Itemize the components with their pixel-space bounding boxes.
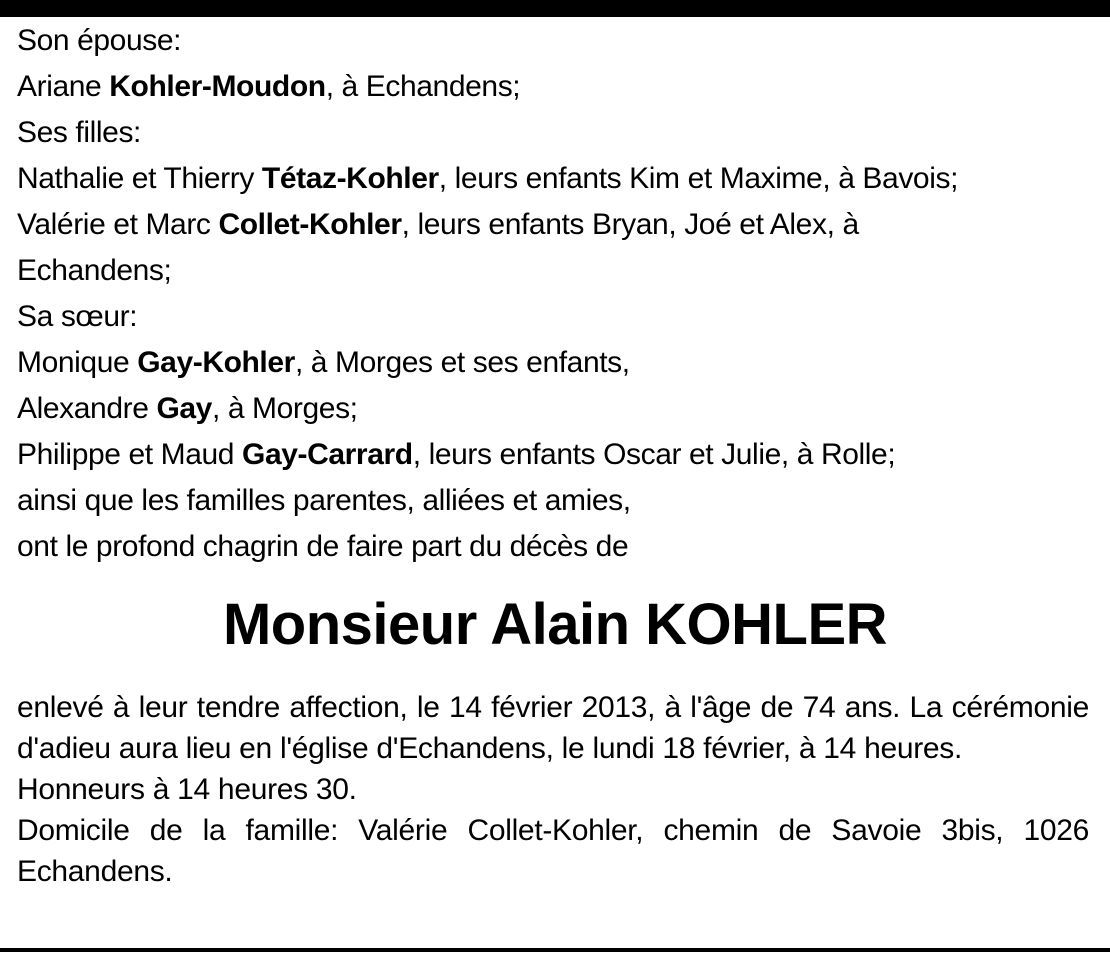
spouse-line (17, 64, 1107, 110)
nephew1-details: , à Morges; (211, 392, 358, 425)
daughter1-line (17, 156, 1107, 202)
daughter2-details: , leurs enfants Bryan, Joé et Alex, à Echandens; (17, 208, 859, 287)
honours-text: Honneurs à 14 heures 30. (17, 773, 357, 806)
daughter2-surname: Collet-Kohler (218, 208, 402, 241)
daughter1-surname: Tétaz-Kohler (261, 162, 439, 195)
nephew2-line (17, 432, 1107, 478)
nephew2-surname: Gay-Carrard (242, 438, 413, 471)
daughter1-first-names: Nathalie et Thierry (17, 162, 262, 195)
announcement-line: ont le profond chagrin de faire part du décès de (17, 530, 629, 563)
top-border-rule (0, 0, 1110, 17)
sister-surname: Gay-Kohler (137, 346, 295, 379)
bottom-border-rule (0, 948, 1110, 952)
funeral-details (17, 687, 1089, 892)
sister-details: , à Morges et ses enfants, (294, 346, 630, 379)
sister-first-name: Monique (17, 346, 138, 379)
death-and-ceremony-text: enlevé à leur tendre affection, le 14 février 2013, à l'âge de 74 ans. La cérémonie d'adieu aura lieu en l'église d'Echandens, le lundi 18 février, à 14 heures. (17, 691, 1089, 765)
deceased-name-heading: Monsieur Alain KOHLER (222, 592, 888, 657)
daughter2-first-names: Valérie et Marc (17, 208, 219, 241)
spouse-surname: Kohler-Moudon (109, 70, 326, 103)
relatives-line: ainsi que les familles parentes, alliées et amies, (17, 484, 631, 517)
spouse-heading: Son épouse: (17, 24, 182, 57)
nephew2-first-names: Philippe et Maud (17, 438, 243, 471)
domicile-text: Domicile de la famille: Valérie Collet-Kohler, chemin de Savoie 3bis, 1026 Echandens. (17, 814, 1089, 888)
sister-line (17, 340, 1107, 386)
family-list (17, 18, 1107, 570)
daughter2-line (17, 202, 1017, 294)
nephew1-line (17, 386, 1107, 432)
daughter1-details: , leurs enfants Kim et Maxime, à Bavois; (438, 162, 959, 195)
nephew1-surname: Gay (156, 392, 212, 425)
nephew1-first-name: Alexandre (17, 392, 157, 425)
spouse-location: , à Echandens; (325, 70, 521, 103)
daughters-heading: Ses filles: (17, 116, 141, 149)
nephew2-details: , leurs enfants Oscar et Julie, à Rolle; (412, 438, 896, 471)
spouse-first-name: Ariane (17, 70, 110, 103)
sister-heading: Sa sœur: (17, 300, 138, 333)
